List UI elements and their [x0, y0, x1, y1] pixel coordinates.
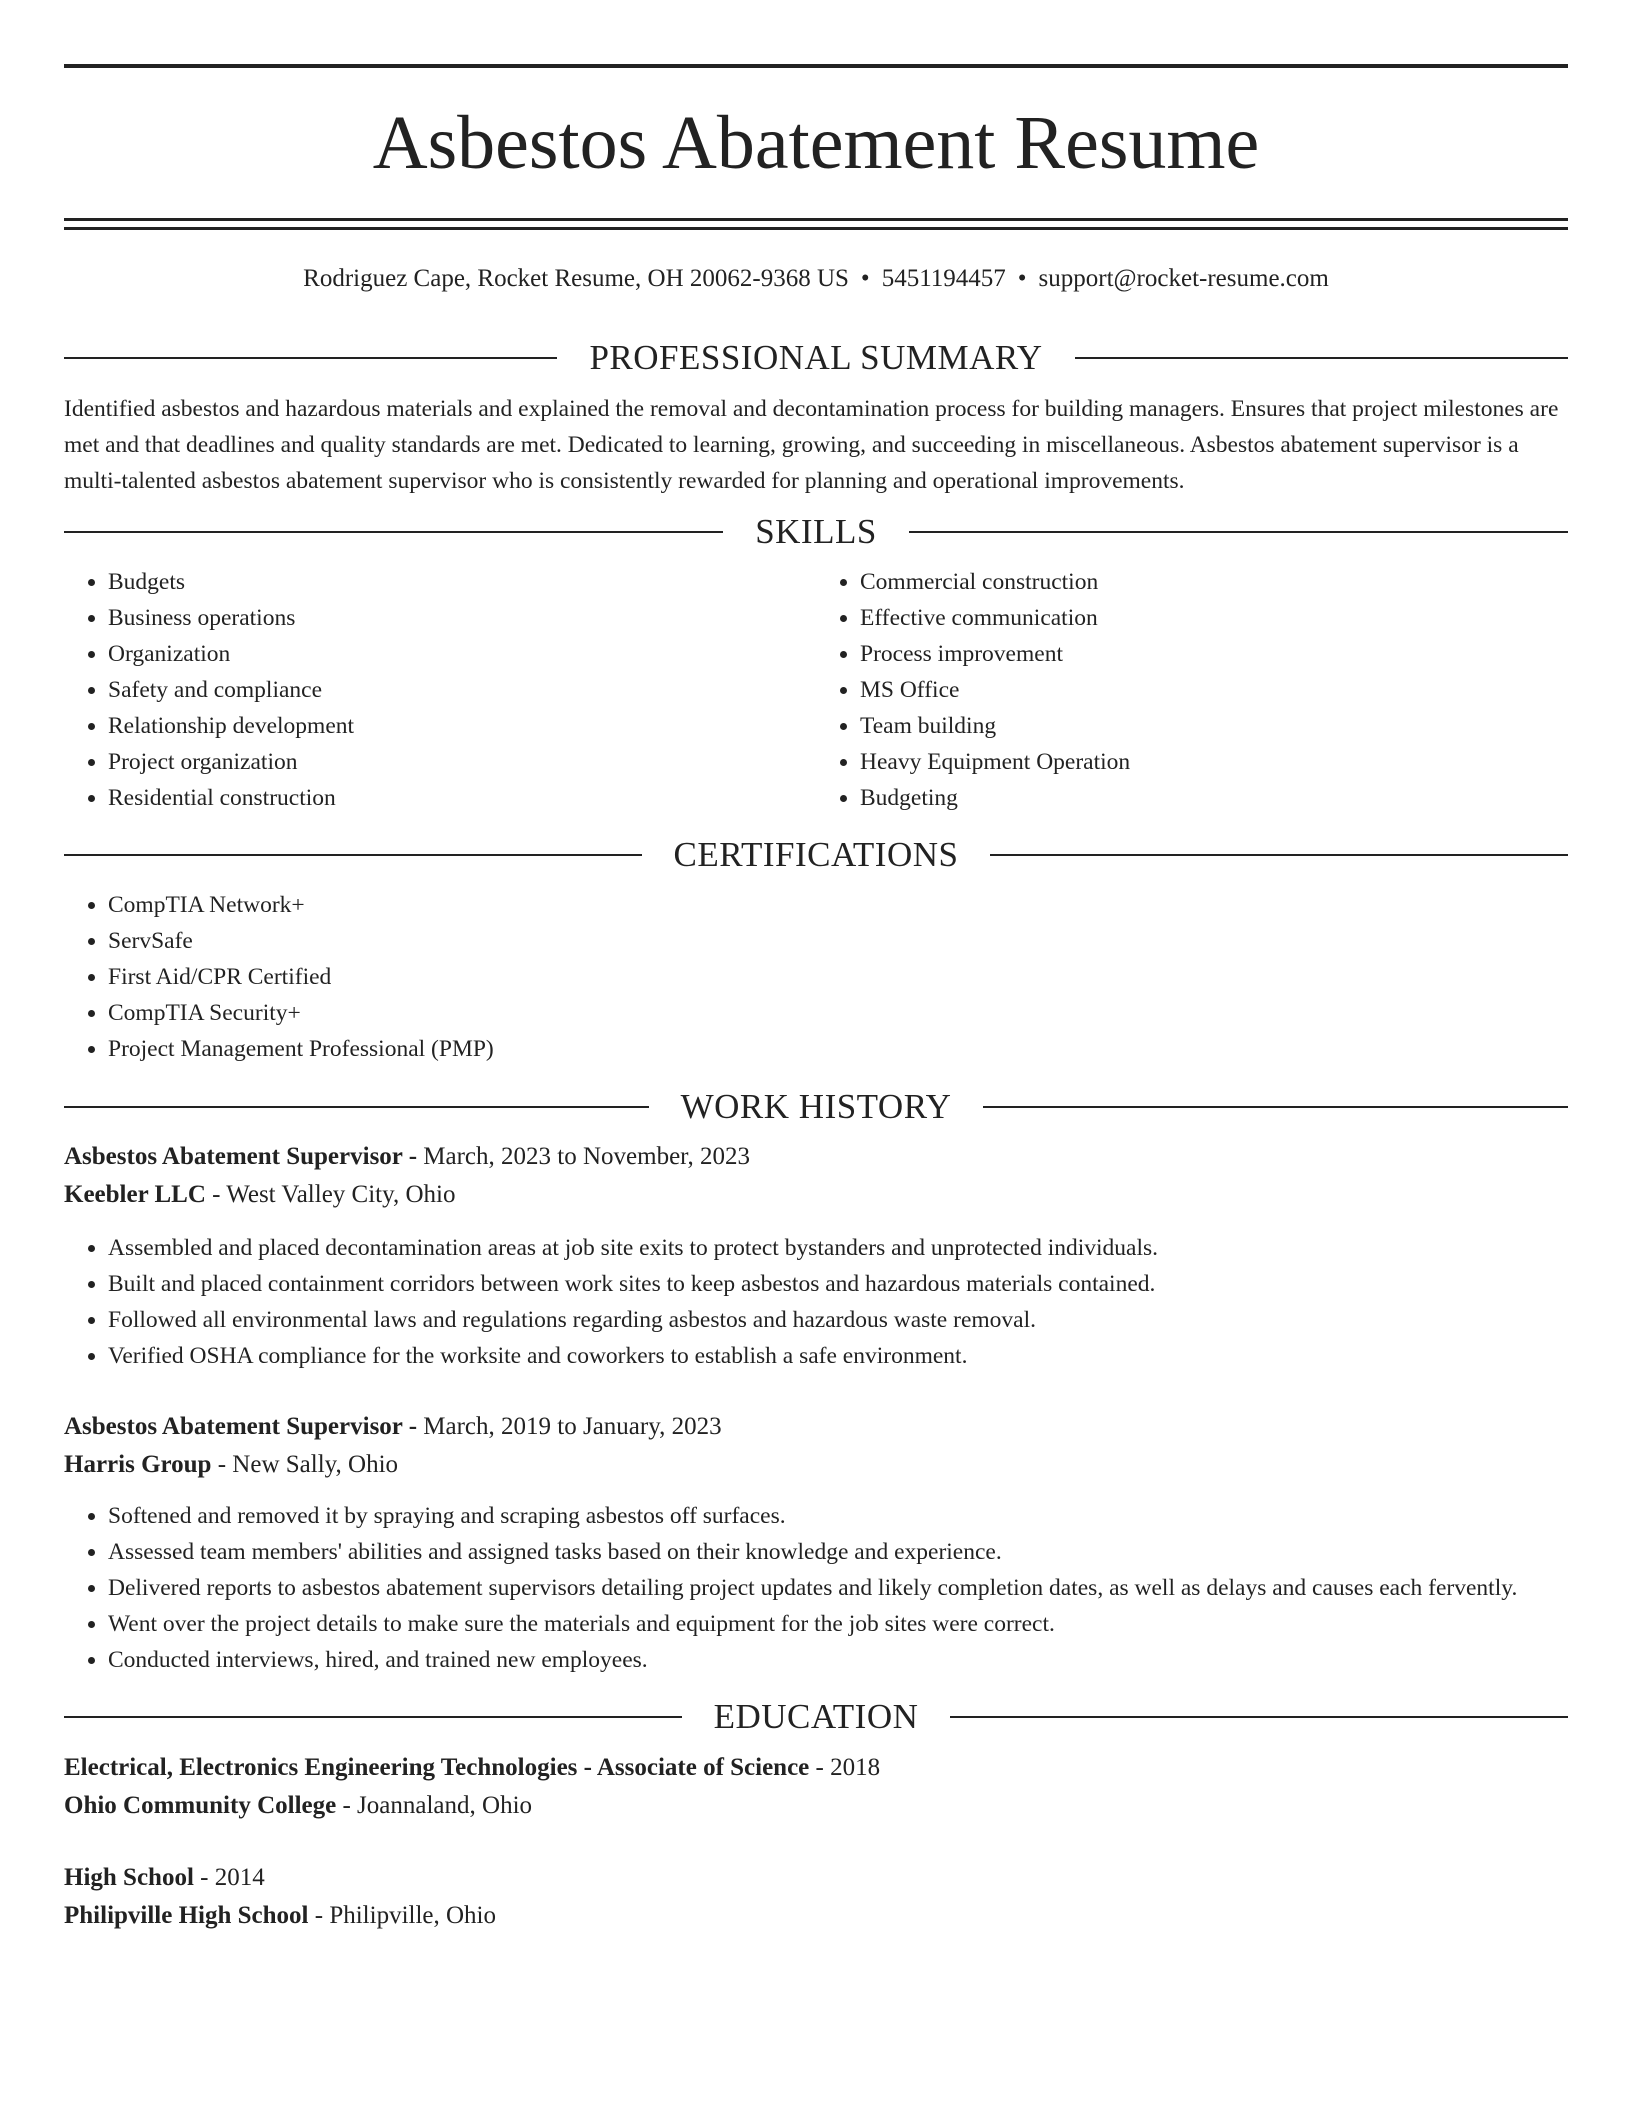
job-bullet: • Verified OSHA compliance for the worksite and coworkers to establish a safe environment. [108, 1338, 1568, 1374]
job-title-line: Asbestos Abatement Supervisor - March, 2019 to January, 2023 [64, 1413, 722, 1440]
summary-section-title: PROFESSIONAL SUMMARY [589, 338, 1043, 377]
skill-item: • Budgets [108, 564, 816, 600]
education-section-header [64, 1697, 1568, 1737]
certifications-section-header [64, 835, 1568, 875]
education-location: Joannaland, Ohio [357, 1792, 533, 1819]
certification-item: • CompTIA Security+ [108, 995, 1568, 1031]
top-rule [64, 64, 1568, 68]
education-entry [64, 1859, 1568, 1935]
certifications-section-title: CERTIFICATIONS [673, 835, 959, 874]
job-company: Keebler LLC [64, 1181, 206, 1208]
skill-item: • MS Office [860, 672, 1568, 708]
skill-item: • Relationship development [108, 708, 816, 744]
education-location: Philipville, Ohio [329, 1902, 497, 1929]
title-double-rule [64, 218, 1568, 230]
certification-item: • ServSafe [108, 923, 1568, 959]
job-bullet: • Softened and removed it by spraying and scraping asbestos off surfaces. [108, 1498, 1568, 1534]
job-dates: March, 2023 to November, 2023 [423, 1143, 750, 1170]
education-degree-line: Electrical, Electronics Engineering Technologies - Associate of Science - 2018 [64, 1754, 881, 1781]
skills-section-title: SKILLS [755, 512, 877, 551]
job-dates: March, 2019 to January, 2023 [423, 1413, 722, 1440]
skill-item: • Business operations [108, 600, 816, 636]
skill-item: • Safety and compliance [108, 672, 816, 708]
education-degree: Electrical, Electronics Engineering Technologies - Associate of Science [64, 1754, 810, 1781]
certification-item: • CompTIA Network+ [108, 887, 1568, 923]
job-title-line: Asbestos Abatement Supervisor - March, 2023 to November, 2023 [64, 1143, 750, 1170]
education-year: 2014 [214, 1864, 265, 1891]
job-bullet: • Built and placed containment corridors between work sites to keep asbestos and hazardous materials contained. [108, 1266, 1568, 1302]
skill-item: • Process improvement [860, 636, 1568, 672]
job-location: West Valley City, Ohio [226, 1181, 456, 1208]
contact-phone: 5451194457 [881, 265, 1006, 292]
contact-separator: • [860, 265, 870, 292]
skill-item: • Heavy Equipment Operation [860, 744, 1568, 780]
skills-section-header [64, 512, 1568, 552]
skill-item: • Budgeting [860, 780, 1568, 816]
work-section-title: WORK HISTORY [680, 1087, 952, 1126]
job-company-line: Keebler LLC - West Valley City, Ohio [64, 1181, 456, 1208]
contact-email: support@rocket-resume.com [1038, 265, 1329, 292]
skills-list [64, 564, 1568, 816]
education-school-line: Ohio Community College - Joannaland, Ohio [64, 1792, 533, 1819]
certification-item: • Project Management Professional (PMP) [108, 1031, 1568, 1067]
work-section-header [64, 1087, 1568, 1127]
education-school: Philipville High School [64, 1902, 309, 1929]
education-school-line: Philipville High School - Philipville, Ohio [64, 1902, 497, 1929]
job-bullet: • Went over the project details to make sure the materials and equipment for the job sites were correct. [108, 1606, 1568, 1642]
skills-column-right [816, 564, 1568, 816]
job-bullets [64, 1498, 1568, 1678]
job-bullet: • Conducted interviews, hired, and trained new employees. [108, 1642, 1568, 1678]
skill-item: • Team building [860, 708, 1568, 744]
summary-text: Identified asbestos and hazardous materials and explained the removal and decontamination process for building managers. Ensures that project milestones are met and that deadlines and quality standards are met. Dedicated to learning, growing, and succeeding in miscellaneous. Asbestos abatement supervisor is a multi-talented asbestos abatement supervisor who is consistently rewarded for planning and operational improvements. [64, 396, 1559, 494]
job-bullet: • Delivered reports to asbestos abatement supervisors detailing project updates and likely completion dates, as well as delays and causes each fervently. [108, 1570, 1568, 1606]
job-entry [64, 1408, 1568, 1678]
summary-section-header [64, 338, 1568, 378]
job-entry [64, 1138, 1568, 1374]
job-bullets [64, 1230, 1568, 1374]
skill-item: • Commercial construction [860, 564, 1568, 600]
skill-item: • Project organization [108, 744, 816, 780]
contact-line [64, 264, 1568, 294]
education-school: Ohio Community College [64, 1792, 337, 1819]
job-bullet: • Assembled and placed decontamination areas at job site exits to protect bystanders and unprotected individuals. [108, 1230, 1568, 1266]
job-company-line: Harris Group - New Sally, Ohio [64, 1451, 399, 1478]
skills-column-left [64, 564, 816, 816]
resume-page [64, 64, 1568, 1935]
certification-item: • First Aid/CPR Certified [108, 959, 1568, 995]
contact-address: Rodriguez Cape, Rocket Resume, OH 20062-9368 US [303, 265, 849, 292]
job-title: Asbestos Abatement Supervisor [64, 1143, 403, 1170]
education-degree-line: High School - 2014 [64, 1864, 265, 1891]
education-year: 2018 [830, 1754, 881, 1781]
job-title: Asbestos Abatement Supervisor [64, 1413, 403, 1440]
skill-item: • Effective communication [860, 600, 1568, 636]
education-entry [64, 1749, 1568, 1825]
education-section-title: EDUCATION [713, 1697, 919, 1736]
certifications-list [64, 887, 1568, 1067]
job-company: Harris Group [64, 1451, 212, 1478]
job-location: New Sally, Ohio [232, 1451, 399, 1478]
job-bullet: • Followed all environmental laws and regulations regarding asbestos and hazardous waste removal. [108, 1302, 1568, 1338]
resume-title: Asbestos Abatement Resume [372, 101, 1260, 185]
skill-item: • Residential construction [108, 780, 816, 816]
job-bullet: • Assessed team members' abilities and assigned tasks based on their knowledge and experience. [108, 1534, 1568, 1570]
contact-separator: • [1017, 265, 1027, 292]
skill-item: • Organization [108, 636, 816, 672]
education-degree: High School [64, 1864, 194, 1891]
